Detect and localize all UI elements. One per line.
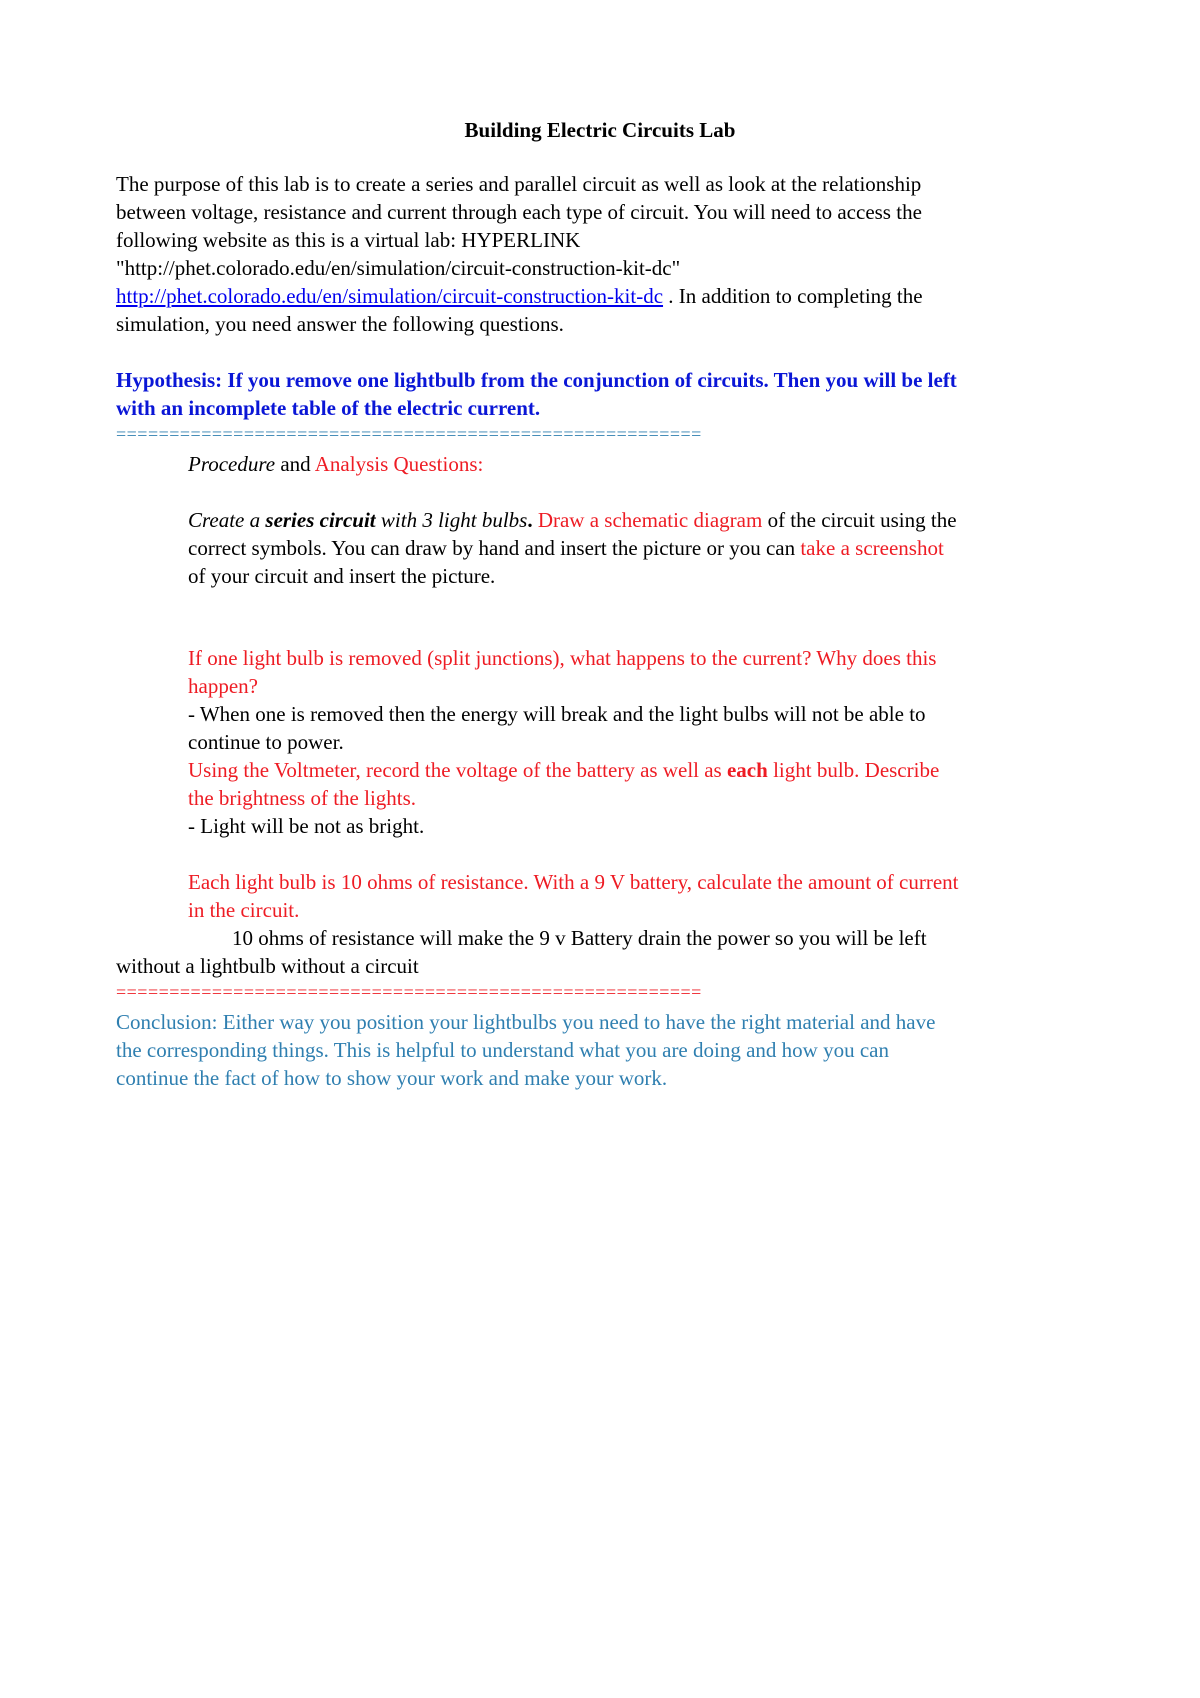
hypothesis-line: with an incomplete table of the electric current. [116,396,541,420]
answer-3-line: without a lightbulb without a circuit [116,954,419,978]
separator-red: ======================================================= [116,985,702,999]
series-task [116,506,1096,590]
procedure-heading [116,450,1096,478]
answer-1-line: - When one is removed then the energy will break and the light bulbs will not be able to [188,702,926,726]
question-3-line: in the circuit. [188,898,300,922]
series-task-line2: correct symbols. You can draw by hand and insert the picture or you can [188,536,801,560]
separator-blue: ======================================================= [116,427,702,441]
question-3-line: Each light bulb is 10 ohms of resistance. With a 9 V battery, calculate the amount of current [188,870,959,894]
question-1-line: If one light bulb is removed (split junctions), what happens to the current? Why does this [188,646,937,670]
series-task-rest: of the circuit using the [762,508,957,532]
conclusion-line: Conclusion: Either way you position your lightbulbs you need to have the right material and have [116,1010,936,1034]
answer-1-line: continue to power. [188,730,344,754]
simulation-link[interactable]: http://phet.colorado.edu/en/simulation/circuit-construction-kit-dc [116,284,664,308]
conclusion-line: continue the fact of how to show your work and make your work. [116,1066,668,1090]
intro-link-line [116,282,1096,310]
each-text: each [726,758,768,782]
page-title: Building Electric Circuits Lab [464,118,736,142]
series-circuit-text: series circuit [265,508,376,532]
question-1-line: happen? [188,674,258,698]
intro-line: simulation, you need answer the following questions. [116,312,564,336]
intro-line-tail: . In addition to completing the [663,284,923,308]
analysis-questions-label: Analysis Questions: [314,452,484,476]
intro-line: "http://phet.colorado.edu/en/simulation/circuit-construction-kit-dc" [116,256,681,280]
with-bulbs-text: with 3 light bulbs [375,508,528,532]
hypothesis [116,366,1096,422]
series-task-line3: of your circuit and insert the picture. [188,564,496,588]
take-screenshot-text: take a screenshot [800,536,944,560]
create-a-text: Create a [188,508,266,532]
conclusion [116,1008,1096,1092]
draw-schematic-text: Draw a schematic diagram [537,508,763,532]
question-2-start: Using the Voltmeter, record the voltage of the battery as well as [188,758,727,782]
answer-2-line: - Light will be not as bright. [188,814,425,838]
intro-line: following website as this is a virtual lab: HYPERLINK [116,228,581,252]
question-3 [116,868,1096,980]
question-1 [116,644,1096,756]
conclusion-line: the corresponding things. This is helpful to understand what you are doing and how you can [116,1038,889,1062]
intro-line: The purpose of this lab is to create a series and parallel circuit as well as look at the relationship [116,172,922,196]
procedure-label: Procedure [188,452,276,476]
question-2-line: the brightness of the lights. [188,786,417,810]
question-2 [116,756,1096,840]
intro-paragraph [116,170,1096,338]
question-2-end: light bulb. Describe [767,758,940,782]
intro-line: between voltage, resistance and current through each type of circuit. You will need to access the [116,200,922,224]
and-label: and [275,452,315,476]
answer-3-line: 10 ohms of resistance will make the 9 v Battery drain the power so you will be left [232,926,927,950]
hypothesis-line: Hypothesis: If you remove one lightbulb from the conjunction of circuits. Then you will be left [116,368,957,392]
period-text: . [527,508,538,532]
